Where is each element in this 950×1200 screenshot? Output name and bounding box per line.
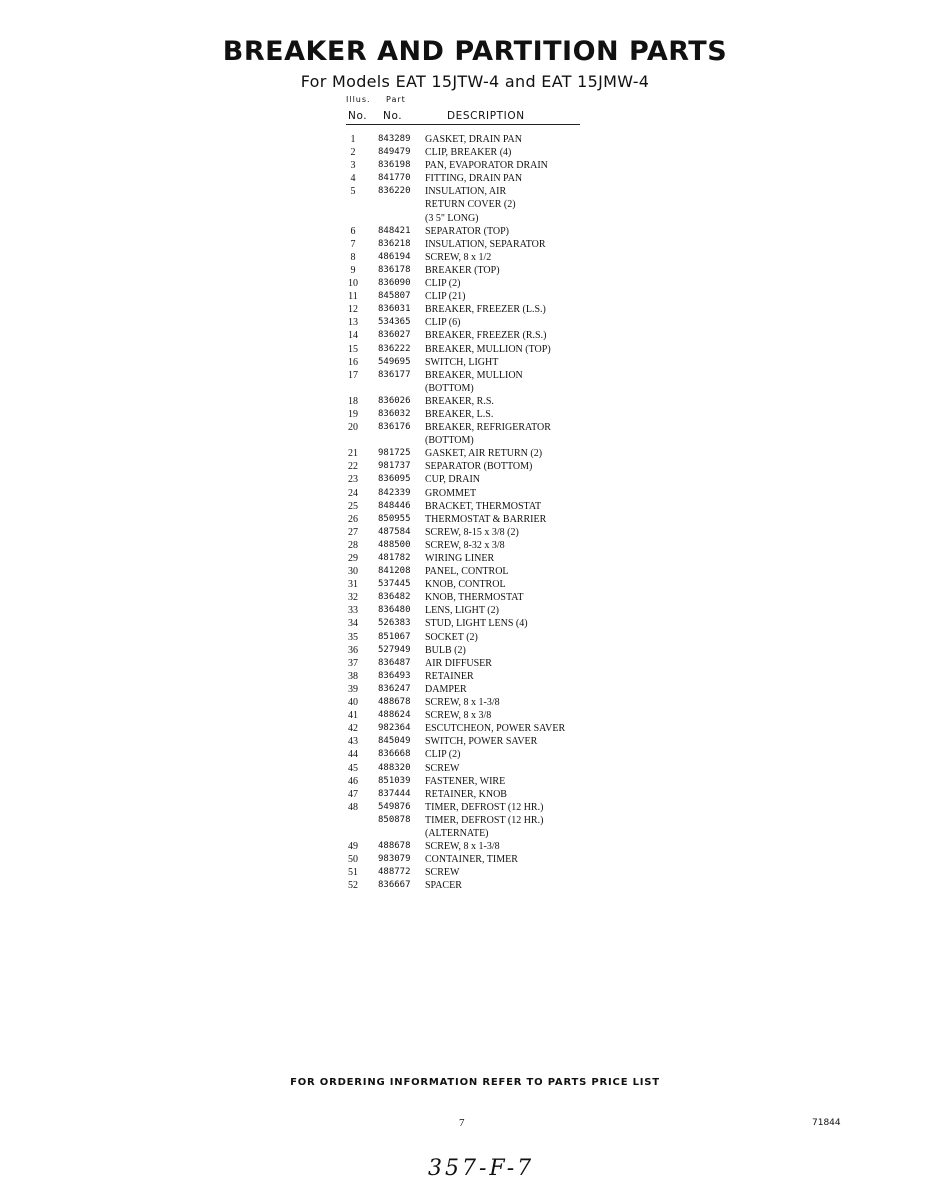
parts-row: [346, 853, 606, 866]
illus-number: 20: [348, 422, 358, 434]
parts-row: [346, 879, 606, 892]
illus-number: 8: [350, 251, 356, 263]
illus-number: 28: [348, 539, 358, 551]
illus-number: 15: [348, 343, 358, 355]
part-description: DAMPER: [425, 683, 467, 695]
illus-number: 17: [348, 369, 358, 381]
illus-number: 50: [348, 854, 358, 866]
part-description: WIRING LINER: [425, 553, 495, 564]
parts-row: [346, 172, 606, 185]
part-description: (BOTTOM): [425, 382, 474, 394]
parts-row: [346, 644, 606, 657]
parts-row: [346, 565, 606, 578]
part-description: BREAKER, FREEZER (L.S.): [425, 304, 546, 316]
part-number: 481782: [378, 553, 411, 563]
part-number: 534365: [378, 317, 411, 328]
parts-row: [346, 303, 606, 316]
illus-number: 39: [348, 683, 358, 695]
part-description: BRACKET, THERMOSTAT: [425, 500, 542, 512]
part-description: SEPARATOR (TOP): [425, 225, 510, 237]
parts-row: [346, 369, 606, 382]
part-description: SEPARATOR (BOTTOM): [425, 461, 533, 473]
part-description: INSULATION, SEPARATOR: [425, 238, 546, 250]
parts-row: [346, 159, 606, 172]
parts-row: [346, 696, 606, 709]
illus-number: 9: [350, 264, 356, 276]
part-number: 488678: [378, 841, 411, 852]
part-number: 526383: [378, 618, 411, 629]
illus-number: 23: [348, 474, 358, 486]
illus-number: 26: [348, 513, 358, 525]
illus-number: 16: [348, 356, 358, 368]
part-description: CLIP (21): [425, 291, 466, 303]
part-description: SOCKET (2): [425, 631, 478, 643]
part-description: SCREW: [425, 867, 460, 879]
part-number: 836095: [378, 474, 411, 485]
parts-row: [346, 552, 606, 565]
parts-row: [346, 840, 606, 853]
illus-number: 18: [348, 395, 358, 407]
parts-row: [346, 500, 606, 513]
part-number: 488772: [378, 867, 411, 878]
part-description: SPACER: [425, 880, 462, 892]
part-description: RETAINER: [425, 670, 474, 682]
part-number: 836247: [378, 683, 411, 694]
parts-row: [346, 198, 606, 211]
part-number: 487584: [378, 526, 411, 537]
part-number: 849479: [378, 147, 411, 158]
parts-row: [346, 762, 606, 775]
parts-row: [346, 827, 606, 840]
parts-row: [346, 578, 606, 591]
handwritten-note: 357-F-7: [428, 1156, 535, 1181]
parts-row: [346, 748, 606, 761]
part-description: INSULATION, AIR: [425, 186, 507, 198]
part-number: 851067: [378, 631, 411, 642]
parts-row: [346, 212, 606, 225]
part-number: 836482: [378, 592, 411, 603]
illus-number: 31: [348, 579, 358, 591]
part-number: 486194: [378, 251, 411, 262]
parts-row: [346, 801, 606, 814]
part-number: 836220: [378, 186, 411, 197]
illus-number: 52: [348, 880, 358, 892]
part-description: SCREW, 8-15 x 3/8 (2): [425, 526, 519, 538]
page-subtitle: For Models EAT 15JTW-4 and EAT 15JMW-4: [300, 72, 650, 91]
part-description: ESCUTCHEON, POWER SAVER: [425, 723, 566, 735]
parts-row: [346, 788, 606, 801]
header-no: No.: [348, 110, 368, 122]
illus-number: 43: [348, 736, 358, 748]
part-number: 836493: [378, 670, 411, 681]
parts-row: [346, 539, 606, 552]
illus-number: 38: [348, 670, 358, 682]
part-number: 836487: [378, 657, 411, 668]
page-number: 7: [459, 1117, 465, 1129]
part-number: 836026: [378, 395, 411, 406]
part-number: 836668: [378, 749, 411, 760]
illus-number: 22: [348, 461, 358, 473]
illus-number: 48: [348, 801, 358, 813]
part-number: 841770: [378, 173, 411, 184]
parts-row: [346, 343, 606, 356]
part-description: SCREW: [425, 762, 460, 774]
header-description: DESCRIPTION: [447, 110, 525, 122]
parts-row: [346, 356, 606, 369]
part-description: SCREW, 8 x 1/2: [425, 251, 492, 263]
illus-number: 3: [350, 160, 356, 172]
part-number: 848446: [378, 500, 411, 511]
parts-row: [346, 277, 606, 290]
part-description: THERMOSTAT & BARRIER: [425, 513, 547, 525]
part-description: GASKET, DRAIN PAN: [425, 134, 522, 145]
illus-number: 21: [348, 448, 358, 460]
part-description: CLIP, BREAKER (4): [425, 147, 512, 159]
part-number: 549876: [378, 801, 411, 812]
part-description: SCREW, 8-32 x 3/8: [425, 539, 505, 551]
part-description: PANEL, CONTROL: [425, 566, 509, 578]
illus-number: 29: [348, 553, 358, 564]
parts-row: [346, 487, 606, 500]
part-number: 836222: [378, 343, 411, 354]
parts-row: [346, 473, 606, 486]
illus-number: 35: [348, 631, 358, 643]
part-description: BREAKER, REFRIGERATOR: [425, 422, 551, 434]
illus-number: 14: [348, 330, 358, 342]
part-description: (BOTTOM): [425, 435, 474, 447]
header-part: Part: [386, 95, 406, 104]
parts-row: [346, 709, 606, 722]
illus-number: 42: [348, 723, 358, 735]
part-number: 527949: [378, 644, 411, 655]
parts-row: [346, 225, 606, 238]
part-description: TIMER, DEFROST (12 HR.): [425, 801, 544, 813]
part-description: CLIP (6): [425, 317, 461, 329]
illus-number: 25: [348, 500, 358, 512]
part-description: BREAKER (TOP): [425, 264, 500, 276]
illus-number: 13: [348, 317, 358, 329]
part-description: STUD, LIGHT LENS (4): [425, 618, 528, 630]
part-number: 983079: [378, 854, 411, 865]
illus-number: 10: [348, 278, 358, 290]
illus-number: 40: [348, 697, 358, 709]
part-number: 843289: [378, 134, 411, 144]
illus-number: 46: [348, 775, 358, 787]
parts-row: [346, 604, 606, 617]
illus-number: 6: [350, 225, 356, 237]
part-description: RETURN COVER (2): [425, 199, 516, 211]
parts-row: [346, 133, 606, 146]
illus-number: 41: [348, 710, 358, 722]
part-number: 848421: [378, 225, 411, 236]
ordering-footer: FOR ORDERING INFORMATION REFER TO PARTS PRICE LIST: [290, 1077, 660, 1088]
parts-row: [346, 185, 606, 198]
parts-row: [346, 434, 606, 447]
part-description: CUP, DRAIN: [425, 474, 481, 486]
part-description: PAN, EVAPORATOR DRAIN: [425, 160, 548, 172]
parts-row: [346, 722, 606, 735]
part-number: 836176: [378, 422, 411, 433]
illus-number: 47: [348, 788, 358, 800]
header-part-no: No.: [383, 110, 403, 122]
part-number: 836667: [378, 880, 411, 891]
illus-number: 1: [350, 134, 356, 145]
part-description: BREAKER, MULLION (TOP): [425, 343, 551, 355]
part-number: 488320: [378, 762, 411, 773]
parts-row: [346, 290, 606, 303]
part-description: RETAINER, KNOB: [425, 788, 507, 800]
part-number: 549695: [378, 356, 411, 367]
part-description: KNOB, THERMOSTAT: [425, 592, 524, 604]
parts-row: [346, 251, 606, 264]
illus-number: 45: [348, 762, 358, 774]
part-number: 841208: [378, 566, 411, 577]
part-description: BREAKER, MULLION: [425, 369, 523, 381]
parts-row: [346, 683, 606, 696]
parts-row: [346, 735, 606, 748]
part-number: 836027: [378, 330, 411, 341]
parts-row: [346, 631, 606, 644]
part-description: FASTENER, WIRE: [425, 775, 506, 787]
parts-row: [346, 814, 606, 827]
parts-row: [346, 382, 606, 395]
illus-number: 30: [348, 566, 358, 578]
parts-row: [346, 264, 606, 277]
part-description: CONTAINER, TIMER: [425, 854, 518, 866]
parts-row: [346, 775, 606, 788]
part-number: 836090: [378, 278, 411, 289]
part-description: AIR DIFFUSER: [425, 657, 492, 669]
part-description: FITTING, DRAIN PAN: [425, 173, 523, 185]
illus-number: 33: [348, 605, 358, 617]
part-description: SCREW, 8 x 1-3/8: [425, 697, 500, 709]
illus-number: 44: [348, 749, 358, 761]
part-description: SWITCH, POWER SAVER: [425, 736, 538, 748]
part-description: LENS, LIGHT (2): [425, 605, 499, 617]
parts-row: [346, 617, 606, 630]
part-number: 836198: [378, 160, 411, 171]
part-description: GASKET, AIR RETURN (2): [425, 448, 543, 460]
illus-number: 12: [348, 304, 358, 316]
header-illus: Illus.: [346, 95, 371, 104]
parts-row: [346, 146, 606, 159]
parts-row: [346, 657, 606, 670]
illus-number: 49: [348, 841, 358, 853]
parts-row: [346, 591, 606, 604]
illus-number: 5: [350, 186, 356, 198]
part-number: 982364: [378, 723, 411, 734]
parts-row: [346, 513, 606, 526]
illus-number: 34: [348, 618, 358, 630]
parts-row: [346, 395, 606, 408]
part-description: SWITCH, LIGHT: [425, 356, 499, 368]
part-number: 981737: [378, 461, 411, 472]
part-description: (3 5" LONG): [425, 212, 479, 224]
parts-row: [346, 421, 606, 434]
part-number: 836178: [378, 264, 411, 275]
parts-row: [346, 316, 606, 329]
parts-row: [346, 329, 606, 342]
part-number: 836032: [378, 408, 411, 419]
illus-number: 2: [350, 147, 356, 159]
illus-number: 37: [348, 657, 358, 669]
part-number: 850878: [378, 814, 411, 825]
part-number: 845049: [378, 736, 411, 747]
illus-number: 4: [350, 173, 356, 185]
part-description: TIMER, DEFROST (12 HR.): [425, 814, 544, 826]
part-description: KNOB, CONTROL: [425, 579, 506, 591]
part-description: SCREW, 8 x 3/8: [425, 710, 492, 722]
illus-number: 32: [348, 592, 358, 604]
header-rule: [346, 124, 580, 125]
part-number: 837444: [378, 788, 411, 799]
illus-number: 27: [348, 526, 358, 538]
part-number: 851039: [378, 775, 411, 786]
part-description: GROMMET: [425, 487, 477, 499]
parts-row: [346, 447, 606, 460]
parts-row: [346, 408, 606, 421]
illus-number: 11: [348, 291, 358, 303]
part-description: CLIP (2): [425, 278, 461, 290]
part-number: 842339: [378, 487, 411, 498]
part-number: 488500: [378, 539, 411, 550]
part-description: BREAKER, R.S.: [425, 395, 494, 407]
part-number: 488678: [378, 697, 411, 708]
part-number: 836480: [378, 605, 411, 616]
part-number: 537445: [378, 579, 411, 590]
parts-row: [346, 670, 606, 683]
document-code: 71844: [812, 1118, 841, 1128]
parts-row: [346, 460, 606, 473]
part-description: BULB (2): [425, 644, 466, 656]
part-number: 981725: [378, 448, 411, 459]
part-number: 845807: [378, 291, 411, 302]
part-description: SCREW, 8 x 1-3/8: [425, 841, 500, 853]
parts-row: [346, 238, 606, 251]
illus-number: 7: [350, 238, 356, 250]
illus-number: 51: [348, 867, 358, 879]
part-number: 836177: [378, 369, 411, 380]
part-description: (ALTERNATE): [425, 827, 489, 839]
illus-number: 36: [348, 644, 358, 656]
parts-row: [346, 866, 606, 879]
illus-number: 24: [348, 487, 358, 499]
part-description: BREAKER, L.S.: [425, 408, 494, 420]
part-description: BREAKER, FREEZER (R.S.): [425, 330, 547, 342]
part-number: 836218: [378, 238, 411, 249]
part-number: 836031: [378, 304, 411, 315]
part-number: 850955: [378, 513, 411, 524]
page-title: BREAKER AND PARTITION PARTS: [222, 36, 728, 67]
illus-number: 19: [348, 408, 358, 420]
part-description: CLIP (2): [425, 749, 461, 761]
part-number: 488624: [378, 710, 411, 721]
parts-row: [346, 526, 606, 539]
parts-list: [346, 133, 606, 892]
